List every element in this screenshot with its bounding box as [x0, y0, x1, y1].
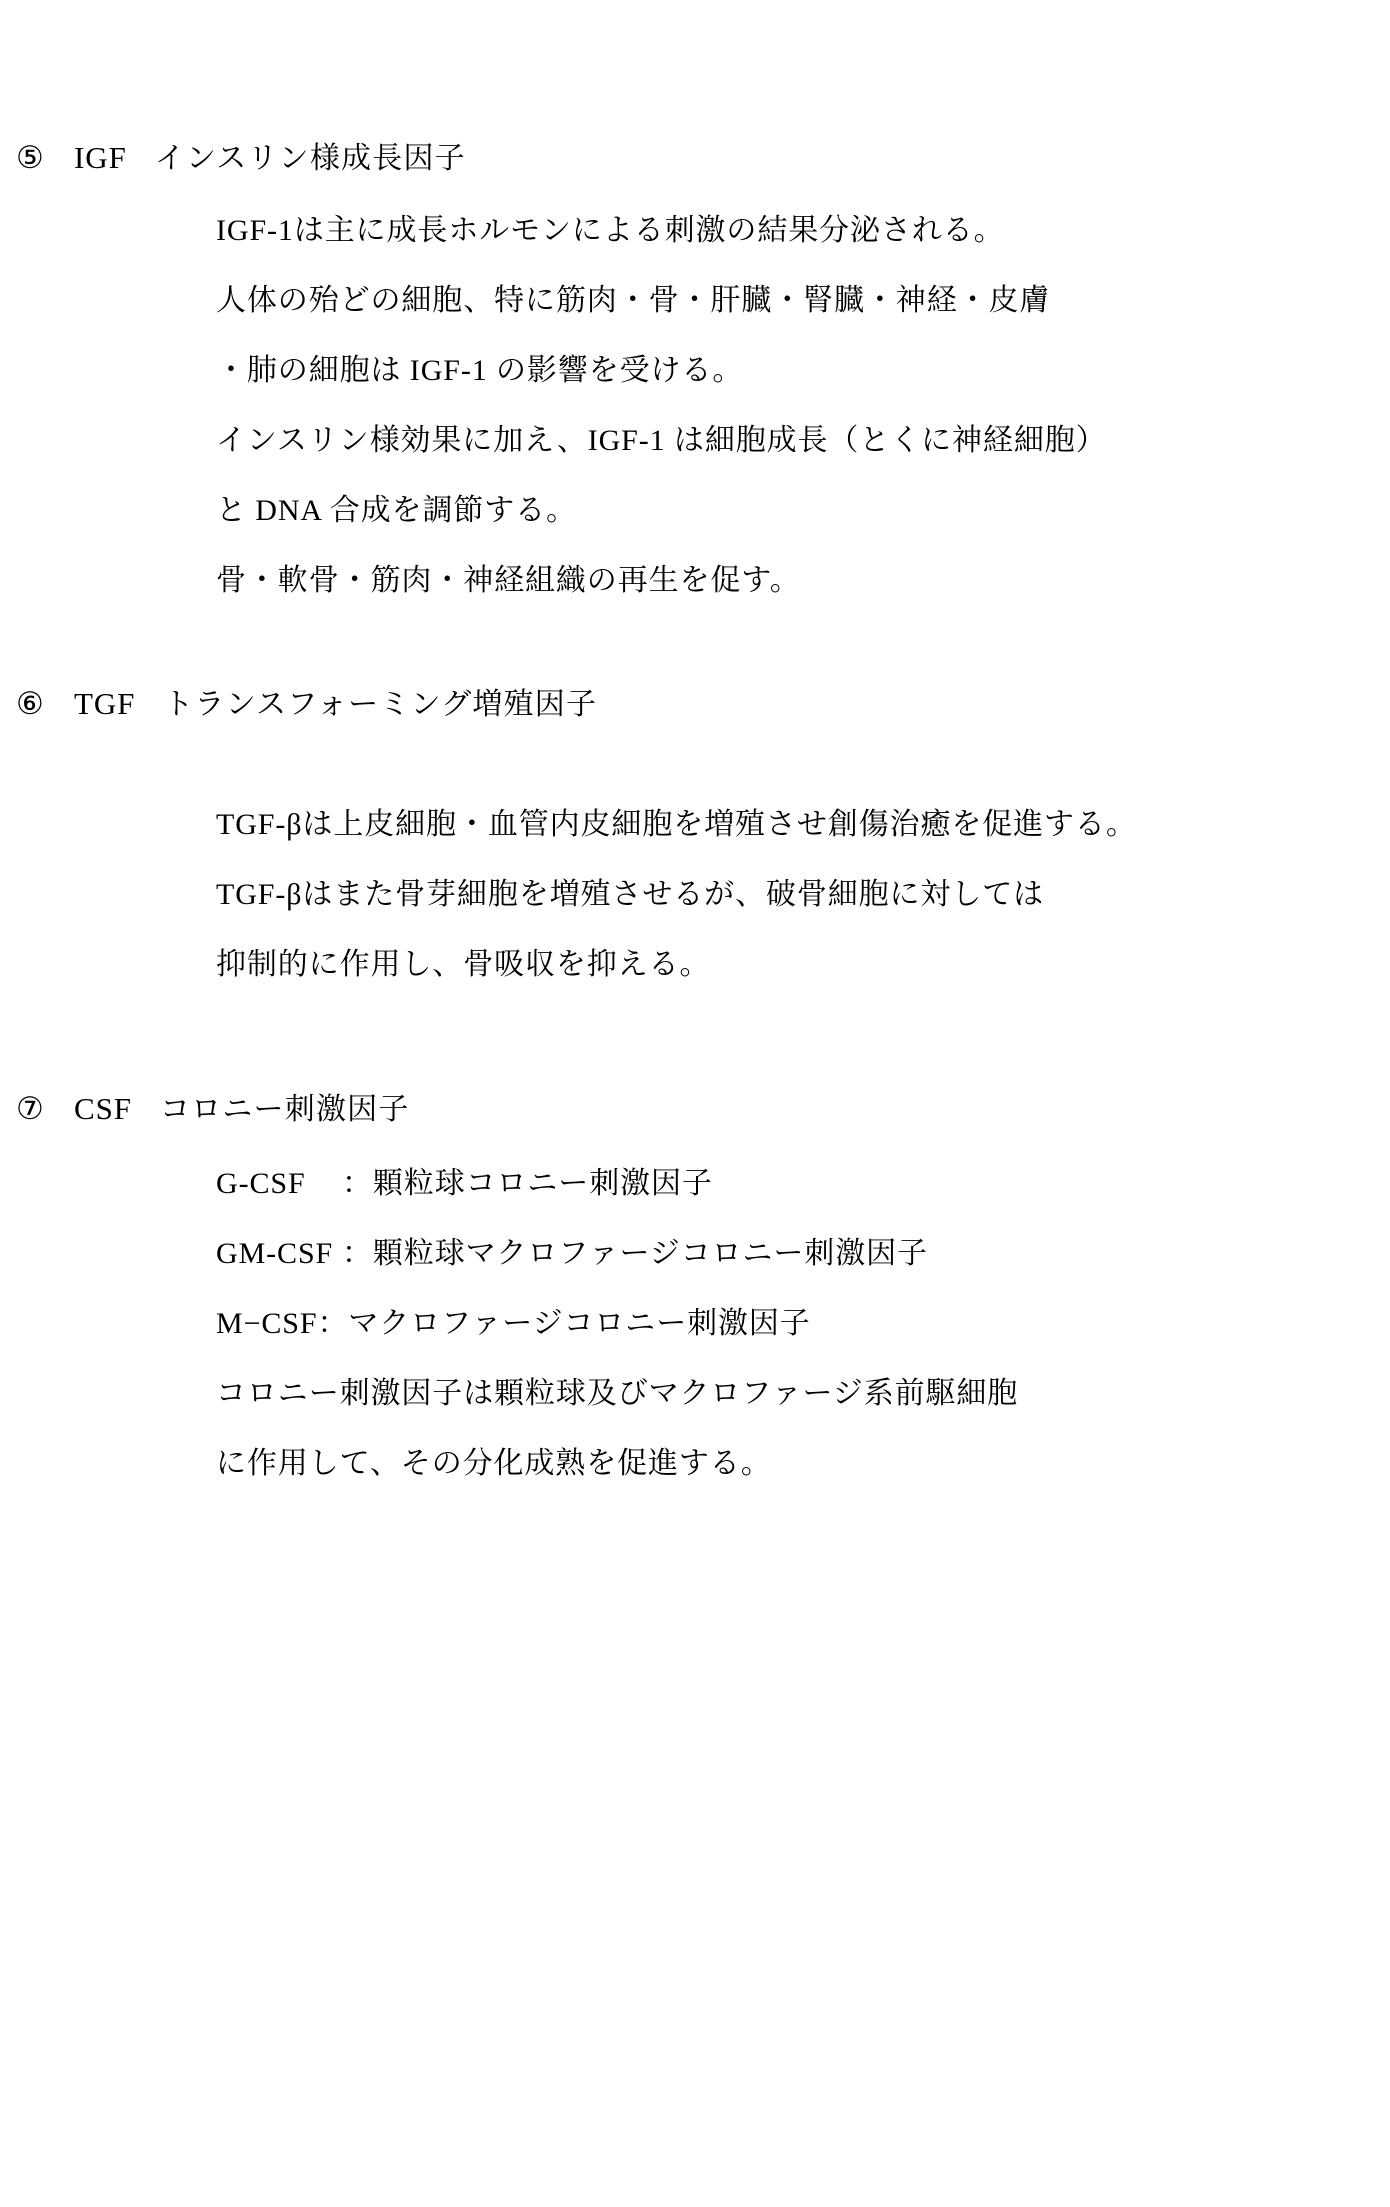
section-igf-body: [216, 216, 1107, 596]
definition-value: マクロファージコロニー刺激因子: [348, 1307, 811, 1340]
section-tgf-heading: [16, 688, 1137, 720]
definition-value: 顆粒球マクロファージコロニー刺激因子: [372, 1237, 928, 1270]
section-igf: [16, 142, 1107, 596]
paragraph-line: ・肺の細胞は IGF-1 の影響を受ける。: [216, 354, 744, 387]
definition-separator: ：: [342, 1167, 373, 1200]
section-igf-title: インスリン様成長因子: [154, 142, 466, 175]
section-tgf-body: [216, 810, 1137, 980]
paragraph-line: 人体の殆どの細胞、特に筋肉・骨・肝臓・腎臓・神経・皮膚: [216, 284, 1051, 317]
section-tgf-marker: ⑥: [16, 686, 45, 721]
section-csf: [16, 1093, 1018, 1479]
paragraph-line: TGF-βはまた骨芽細胞を増殖させるが、破骨細胞に対しては: [216, 878, 1045, 911]
section-igf-abbr: IGF: [74, 140, 127, 175]
paragraph-line: IGF-1は主に成長ホルモンによる刺激の結果分泌される。: [216, 214, 1005, 247]
paragraph-line: TGF-βは上皮細胞・血管内皮細胞を増殖させ創傷治癒を促進する。: [216, 808, 1137, 841]
paragraph-line: コロニー刺激因子は顆粒球及びマクロファージ系前駆細胞: [216, 1377, 1019, 1410]
definition-separator: ：: [317, 1307, 349, 1340]
definition-row: [216, 1169, 1018, 1199]
section-csf-marker: ⑦: [16, 1091, 45, 1126]
paragraph-line: 骨・軟骨・筋肉・神経組織の再生を促す。: [216, 564, 801, 597]
definition-separator: ：: [342, 1237, 373, 1270]
paragraph-line: に作用して、その分化成熟を促進する。: [216, 1447, 772, 1480]
section-tgf-title: トランスフォーミング増殖因子: [163, 688, 598, 721]
paragraph-line: インスリン様効果に加え、IGF-1 は細胞成長（とくに神経細胞）: [216, 424, 1107, 457]
definition-value: 顆粒球コロニー刺激因子: [372, 1167, 713, 1200]
definition-key: M−CSF: [216, 1307, 318, 1340]
definition-key: G-CSF: [216, 1167, 306, 1200]
definition-row: [216, 1239, 1018, 1269]
section-csf-abbr: CSF: [74, 1091, 132, 1126]
definition-key: GM-CSF: [216, 1237, 334, 1270]
section-igf-heading: [16, 142, 1107, 174]
definition-row: [216, 1309, 1018, 1339]
section-igf-marker: ⑤: [16, 140, 45, 175]
paragraph-line: 抑制的に作用し、骨吸収を抑える。: [216, 948, 711, 981]
section-csf-heading: [16, 1093, 1018, 1125]
section-tgf-abbr: TGF: [74, 686, 136, 721]
section-csf-title: コロニー刺激因子: [159, 1093, 410, 1126]
paragraph-line: と DNA 合成を調節する。: [216, 494, 577, 527]
section-csf-body: [216, 1169, 1018, 1479]
section-tgf: [16, 688, 1137, 980]
